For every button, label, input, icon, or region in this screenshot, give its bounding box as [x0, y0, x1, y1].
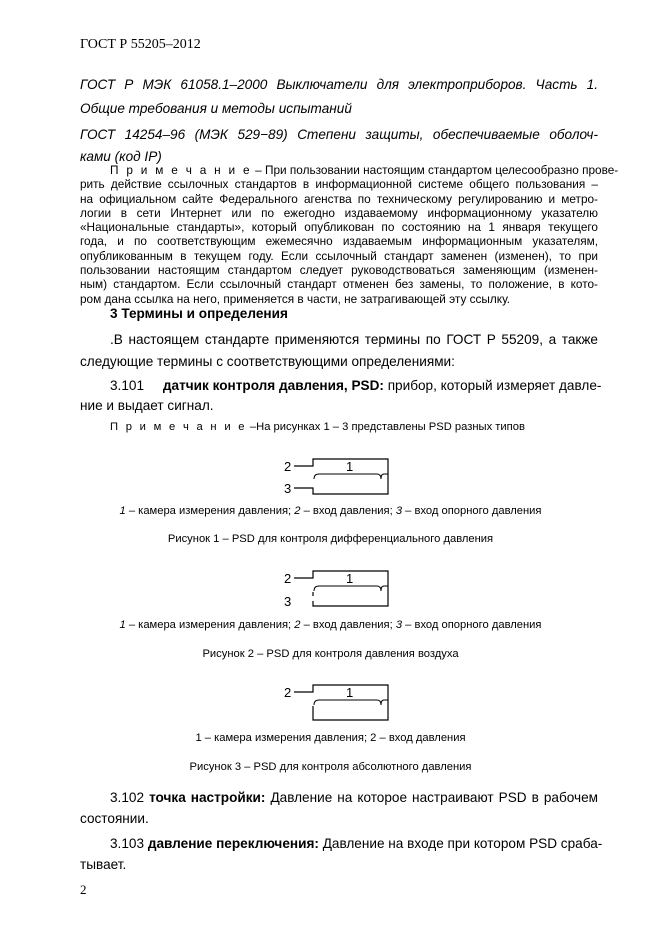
figure-2-label-2: 2	[284, 571, 292, 586]
term-3101-line1	[110, 378, 602, 393]
figure-3-label-1: 1	[346, 685, 354, 700]
figure-1-label-3: 3	[284, 481, 292, 496]
reference-1-line2: Общие требования и методы испытаний	[80, 101, 352, 116]
figure-3-label-2: 2	[284, 685, 292, 700]
note-line: ром дана ссылка на него, применяется в части, не затрагивающей эту ссылку.	[80, 291, 511, 306]
term-number: 3.101	[110, 378, 145, 393]
note-line: «Национальные стандарты», который опубликован по состоянию на 1 января текущего	[80, 220, 598, 235]
note-line: опубликованным в текущем году. Если ссылочный стандарт заменен (изменен), то при	[80, 248, 598, 263]
figure-1-diagram	[280, 456, 390, 496]
term-3102-line2: состоянии.	[80, 811, 149, 826]
term-definition: прибор, который измеряет давле-	[383, 378, 602, 393]
section-title: 3 Термины и определения	[110, 306, 288, 321]
figure-2-legend: 1 – камера измерения давления; 2 – вход давления; 3 – вход опорного давления	[119, 619, 542, 631]
figure-3-legend: 1 – камера измерения давления; 2 – вход давления	[195, 732, 466, 744]
term-definition: Давление на входе при котором PSD сраба-	[318, 836, 603, 851]
note-line: года, и по соответствующим ежемесячно издаваемым информационным указателям,	[80, 234, 598, 249]
figure-1-legend: 1 – камера измерения давления; 2 – вход давления; 3 – вход опорного давления	[119, 505, 542, 517]
term-definition: Давление на которое настраивают PSD в рабочем	[265, 790, 598, 805]
note-line: на официальном сайте Федерального агенства по техническому регулированию и метро-	[80, 191, 598, 206]
term-name: давление переключения:	[147, 836, 319, 851]
note-line: ным) стандартом. Если ссылочный стандарт отменен без замены, то положение, в кото-	[80, 277, 598, 292]
term-number: 3.102	[110, 790, 145, 805]
figure-1-label-1: 1	[346, 459, 354, 474]
figure-3-caption: Рисунок 3 – PSD для контроля абсолютного давления	[189, 761, 472, 773]
note-text: – При пользовании настоящим стандартом целесообразно прове-	[251, 163, 619, 177]
page-number: 2	[80, 882, 87, 897]
reference-2-line2: ками (код IP)	[80, 149, 162, 164]
note-line: логии в сети Интернет или по ежегодно издаваемому информационному указателю	[80, 205, 598, 220]
figure-1-label-2: 2	[284, 459, 292, 474]
term-name: датчик контроля давления, PSD:	[162, 378, 384, 393]
term-3101-line2: ние и выдает сигнал.	[80, 398, 214, 413]
note-line: пользовании настоящим стандартом следует руководствоваться заменяющим (изменен-	[80, 263, 598, 278]
figure-2-diagram	[280, 568, 390, 610]
term-3103-line1	[110, 836, 603, 851]
figure-2-label-3: 3	[284, 594, 292, 609]
reference-2-line1: ГОСТ 14254–96 (МЭК 529−89) Степени защиты, обеспечиваемые оболоч-	[80, 127, 598, 142]
note-2	[110, 421, 525, 433]
figure-3-diagram	[280, 682, 390, 724]
figure-2-label-1: 1	[346, 571, 354, 586]
term-3103-line2: тывает.	[80, 857, 127, 872]
figure-2-caption: Рисунок 2 – PSD для контроля давления воздуха	[202, 648, 459, 660]
term-3102-line1	[110, 790, 598, 805]
term-name: точка настройки:	[149, 790, 266, 805]
note-block	[80, 163, 619, 306]
note-label: П р и м е ч а н и е	[110, 163, 252, 177]
intro-line2: следующие термины с соответствующими определениями:	[80, 354, 455, 369]
note-2-text: –На рисунках 1 – 3 представлены PSD разных типов	[246, 421, 525, 433]
note-line	[80, 163, 619, 177]
note-line: рить действие ссылочных стандартов в информационной системе общего пользования –	[80, 177, 598, 192]
term-number: 3.103	[110, 836, 145, 851]
note-2-label: П р и м е ч а н и е	[110, 421, 247, 433]
reference-1-line1: ГОСТ Р МЭК 61058.1–2000 Выключатели для электроприборов. Часть 1.	[80, 77, 598, 92]
intro-line1: .В настоящем стандарте применяются термины по ГОСТ Р 55209, а также	[110, 332, 598, 347]
figure-1-caption: Рисунок 1 – PSD для контроля дифференциального давления	[167, 533, 494, 545]
document-header: ГОСТ Р 55205–2012	[80, 37, 201, 52]
